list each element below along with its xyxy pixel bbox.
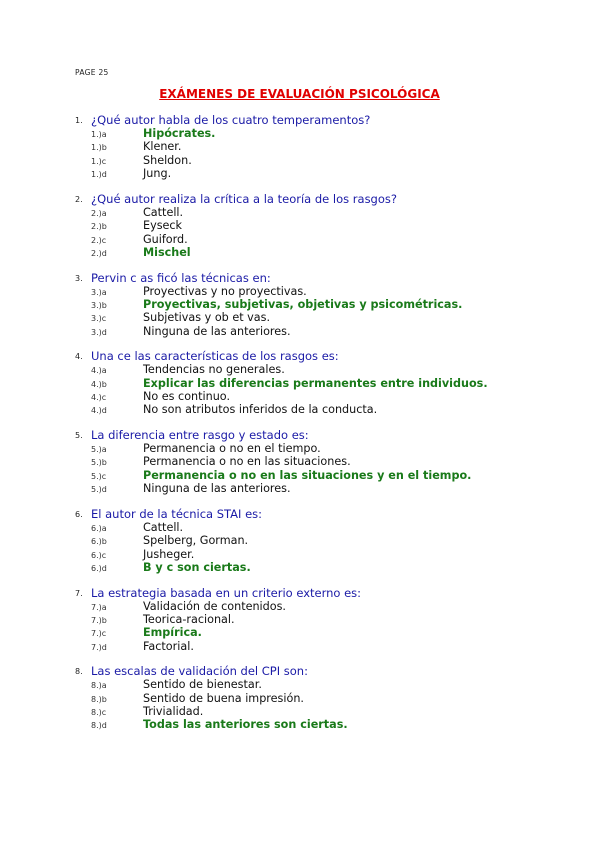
option-text: Mischel <box>143 245 191 259</box>
question-header <box>0 507 599 521</box>
option-label: 6.)c <box>91 550 107 560</box>
answer-option <box>0 455 599 468</box>
answer-option <box>0 233 599 246</box>
option-text: Todas las anteriores son ciertas. <box>143 718 348 732</box>
option-label: 4.)c <box>91 393 107 403</box>
option-label: 4.)b <box>91 379 107 389</box>
answer-option <box>0 678 599 691</box>
answer-option <box>0 390 599 403</box>
question-block <box>0 586 599 654</box>
question-header <box>0 271 599 285</box>
option-text: No es continuo. <box>143 390 231 404</box>
answer-option <box>0 325 599 338</box>
option-label: 1.)a <box>91 130 107 139</box>
question-text: ¿Qué autor habla de los cuatro temperamentos? <box>91 113 371 127</box>
option-text: Jusheger. <box>143 547 195 561</box>
option-label: 2.)a <box>91 208 107 218</box>
option-text: Ninguna de las anteriores. <box>143 482 291 496</box>
option-label: 2.)b <box>91 222 107 232</box>
option-label: 4.)a <box>91 366 107 376</box>
option-text: Subjetivas y ob et vas. <box>143 311 271 325</box>
option-text: Validación de contenidos. <box>143 599 286 613</box>
option-label: 7.)d <box>91 642 107 652</box>
answer-option <box>0 140 599 153</box>
option-label: 5.)b <box>91 458 107 468</box>
option-text: Cattell. <box>143 520 184 534</box>
option-label: 8.)c <box>91 708 107 718</box>
question-number: 5. <box>75 431 83 440</box>
question-header <box>0 349 599 363</box>
question-block <box>0 507 599 575</box>
option-text: Spelberg, Gorman. <box>143 534 249 548</box>
option-label: 1.)b <box>91 143 107 153</box>
option-label: 1.)c <box>91 156 107 166</box>
question-header <box>0 586 599 600</box>
question-header <box>0 192 599 206</box>
option-text: Tendencias no generales. <box>143 363 285 377</box>
option-label: 6.)d <box>91 563 107 573</box>
option-label: 8.)b <box>91 694 107 704</box>
answer-option <box>0 219 599 232</box>
option-text: Eyseck <box>143 219 183 233</box>
question-block <box>0 271 599 339</box>
option-label: 3.)d <box>91 327 107 337</box>
option-label: 5.)c <box>91 471 107 481</box>
question-number: 6. <box>75 509 83 519</box>
answer-option-correct <box>0 127 599 140</box>
option-text: Sentido de buena impresión. <box>143 691 304 705</box>
option-label: 8.)d <box>91 721 107 731</box>
question-text: Pervin c as ficó las técnicas en: <box>91 270 271 285</box>
question-text: El autor de la técnica STAI es: <box>91 506 263 521</box>
answer-option <box>0 692 599 705</box>
answer-option <box>0 442 599 455</box>
answer-option <box>0 363 599 376</box>
question-block <box>0 113 599 181</box>
option-text: Permanencia o no en las situaciones y en el tiempo. <box>143 468 472 482</box>
option-text: B y c son ciertas. <box>143 560 251 574</box>
option-text: Empírica. <box>143 626 202 640</box>
answer-option <box>0 613 599 626</box>
option-label: 5.)a <box>91 445 107 454</box>
answer-option <box>0 705 599 718</box>
option-label: 1.)d <box>91 170 107 180</box>
option-text: No son atributos inferidos de la conducta. <box>143 403 378 417</box>
answer-option <box>0 206 599 219</box>
answer-option <box>0 285 599 298</box>
option-text: Guiford. <box>143 232 188 246</box>
question-header <box>0 428 599 442</box>
question-number: 4. <box>75 352 83 362</box>
option-text: Permanencia o no en el tiempo. <box>143 442 321 455</box>
answer-option <box>0 482 599 495</box>
option-label: 4.)d <box>91 406 107 416</box>
question-block <box>0 192 599 260</box>
option-label: 3.)c <box>91 314 107 324</box>
option-label: 3.)a <box>91 287 107 297</box>
question-number: 1. <box>75 116 83 125</box>
question-text: Las escalas de validación del CPI son: <box>91 664 308 679</box>
option-label: 3.)b <box>91 300 107 310</box>
option-label: 6.)b <box>91 537 107 547</box>
question-text: Una ce las características de los rasgos es: <box>91 349 339 364</box>
option-text: Factorial. <box>143 639 194 653</box>
option-label: 2.)d <box>91 248 107 258</box>
question-block <box>0 664 599 732</box>
option-text: Teorica-racional. <box>143 612 235 626</box>
question-text: La estrategia basada en un criterio externo es: <box>91 585 362 600</box>
answer-option <box>0 167 599 180</box>
option-label: 7.)b <box>91 615 107 625</box>
page-title: EXÁMENES DE EVALUACIÓN PSICOLÓGICA <box>159 87 440 101</box>
answer-option <box>0 154 599 167</box>
option-label: 6.)a <box>91 523 107 533</box>
option-label: 2.)c <box>91 235 107 245</box>
question-block <box>0 349 599 417</box>
option-text: Proyectivas, subjetivas, objetivas y psicométricas. <box>143 297 463 311</box>
question-number: 3. <box>75 273 83 283</box>
option-text: Sentido de bienestar. <box>143 678 262 692</box>
option-text: Jung. <box>143 167 172 181</box>
answer-option-correct <box>0 561 599 574</box>
option-text: Permanencia o no en las situaciones. <box>143 455 351 469</box>
answer-option-correct <box>0 298 599 311</box>
answer-option-correct <box>0 626 599 639</box>
question-number: 2. <box>75 194 83 204</box>
option-label: 7.)c <box>91 629 107 639</box>
option-label: 8.)a <box>91 681 107 691</box>
answer-option-correct <box>0 718 599 731</box>
question-text: ¿Qué autor realiza la crítica a la teoría de los rasgos? <box>91 191 397 206</box>
question-number: 7. <box>75 588 83 598</box>
option-text: Cattell. <box>143 205 184 219</box>
option-text: Ninguna de las anteriores. <box>143 324 291 338</box>
question-header <box>0 664 599 678</box>
option-text: Proyectivas y no proyectivas. <box>143 284 307 298</box>
answer-option-correct <box>0 469 599 482</box>
answer-option-correct <box>0 377 599 390</box>
question-block <box>0 428 599 496</box>
option-text: Trivialidad. <box>143 705 204 719</box>
answer-option <box>0 521 599 534</box>
answer-option <box>0 548 599 561</box>
option-label: 5.)d <box>91 485 107 495</box>
option-text: Klener. <box>143 140 182 154</box>
option-label: 7.)a <box>91 602 107 612</box>
option-text: Explicar las diferencias permanentes entre individuos. <box>143 376 488 390</box>
question-list <box>0 113 599 743</box>
option-text: Sheldon. <box>143 153 192 167</box>
option-text: Hipócrates. <box>143 127 216 140</box>
answer-option <box>0 311 599 324</box>
answer-option <box>0 403 599 416</box>
answer-option <box>0 640 599 653</box>
question-text: La diferencia entre rasgo y estado es: <box>91 428 309 442</box>
answer-option-correct <box>0 246 599 259</box>
answer-option <box>0 534 599 547</box>
page-number: PAGE 25 <box>75 68 109 77</box>
answer-option <box>0 600 599 613</box>
question-number: 8. <box>75 667 83 677</box>
question-header <box>0 113 599 127</box>
